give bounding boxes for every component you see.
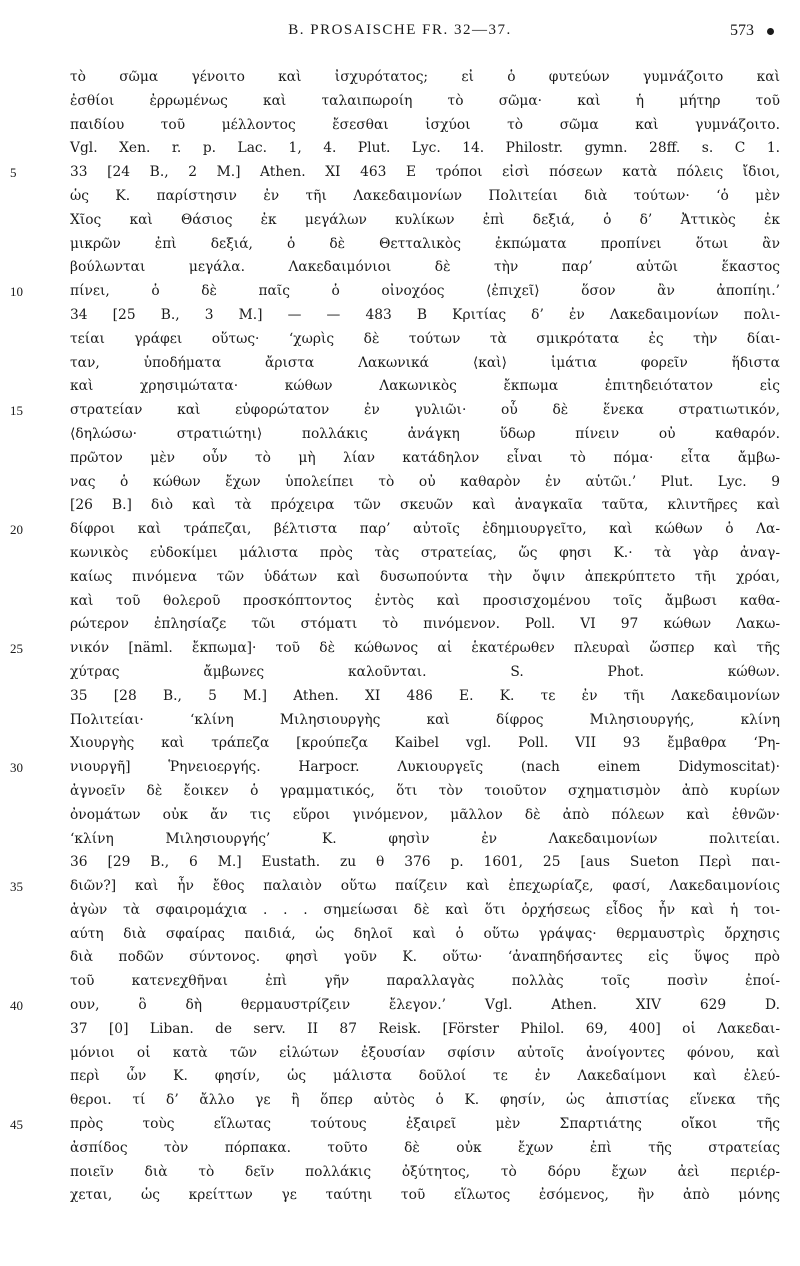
text-line [70, 209, 780, 233]
text-line [70, 233, 780, 257]
text-line [70, 613, 780, 637]
line-text: [26 B.] διὸ καὶ τὰ πρόχειρα τῶν σκευῶν καὶ ἀναγκαῖα ταῦτα, κλιντῆρες καὶ [70, 497, 780, 514]
line-text: ‘κλίνη Μιλησιουργής’ K. φησὶν ἐν Λακεδαιμονίων πολιτείαι. [70, 830, 780, 847]
running-title: B. PROSAISCHE FR. 32—37. [288, 22, 512, 38]
line-text: βούλωνται μεγάλα. Λακεδαιμόνιοι δὲ τὴν παρ’ αὑτῶι ἕκαστος [70, 259, 780, 276]
line-number: 35 [10, 879, 23, 895]
bullet-mark [767, 28, 774, 35]
page-number: 573 [730, 22, 754, 39]
line-text: κωνικὸς εὐδοκίμει μάλιστα πρὸς τὰς στρατείας, ὥς φησι K.· τὰ γὰρ ἀναγ- [70, 544, 780, 561]
text-line [70, 1161, 780, 1185]
text-line [10, 518, 780, 542]
line-number: 20 [10, 522, 23, 538]
line-text: 33 [24 B., 2 M.] Athen. XI 463 E τρόποι εἰσὶ πόσεων κατὰ πόλεις ἴδιοι, [70, 164, 780, 181]
line-text: μόνιοι οἱ κατὰ τῶν εἱλώτων ἐξουσίαν σφίσιν αὐτοῖς ἀνοίγοντες φόνου, καὶ [70, 1044, 780, 1061]
line-text: θεροι. τί δ’ ἄλλο γε ἢ ὅπερ αὐτὸς ὁ K. φησίν, ὡς ἀπιστίας εἵνεκα τῆς [70, 1092, 780, 1109]
line-text: ἀγὼν τὰ σφαιρομάχια . . . σημείωσαι δὲ καὶ ὅτι ὀρχήσεως εἶδος ἦν καὶ ἡ τοι- [70, 901, 780, 918]
text-line [70, 1065, 780, 1089]
line-number: 40 [10, 998, 23, 1014]
line-text: 37 [0] Liban. de serv. II 87 Reisk. [Förster Philol. 69, 400] οἱ Λακεδαι- [70, 1020, 780, 1037]
text-line [70, 1042, 780, 1066]
line-text: καὶ χρησιμώτατα· κώθων Λακωνικὸς ἔκπωμα ἐπιτηδειότατον εἰς [70, 378, 780, 395]
line-number: 30 [10, 760, 23, 776]
text-line [70, 447, 780, 471]
line-text: Vgl. Xen. r. p. Lac. 1, 4. Plut. Lyc. 14. Philostr. gymn. 28ff. s. C 1. [70, 140, 780, 157]
line-text: χύτρας ἄμβωνες καλοῦνται. S. Phot. κώθων. [70, 663, 780, 680]
line-number: 5 [10, 165, 17, 181]
line-text: ἀσπίδος τὸν πόρπακα. τοῦτο δὲ οὐκ ἔχων ἐπὶ τῆς στρατείας [70, 1139, 780, 1156]
line-text: πίνει, ὁ δὲ παῖς ὁ οἰνοχόος ⟨ἐπιχεῖ⟩ ὅσον ἂν ἀποπίηι.’ [70, 283, 780, 300]
text-line [70, 1184, 780, 1208]
line-text: μικρῶν ἐπὶ δεξιά, ὁ δὲ Θετταλικὸς ἐκπώματα προπίνει ὅτωι ἂν [70, 235, 780, 252]
text-line [10, 280, 780, 304]
text-line [70, 923, 780, 947]
line-number: 15 [10, 403, 23, 419]
body-text [10, 66, 780, 1208]
line-text: καὶ τοῦ θολεροῦ προσκόπτοντος ἐντὸς καὶ προσισχομένου τοῖς ἄμβωσι καθα- [70, 592, 780, 609]
text-line [70, 328, 780, 352]
line-text: περὶ ὧν K. φησίν, ὡς μάλιστα δοῦλοί τε ἐν Λακεδαίμονι καὶ ἐλεύ- [70, 1068, 780, 1085]
text-line [70, 1137, 780, 1161]
line-number: 25 [10, 641, 23, 657]
text-line [70, 899, 780, 923]
text-line [70, 494, 780, 518]
text-line [70, 137, 780, 161]
line-text: ποιεῖν διὰ τὸ δεῖν πολλάκις ὀξύτητος, τὸ δόρυ ἔχων ἀεὶ περιέρ- [70, 1163, 780, 1180]
line-number: 10 [10, 284, 23, 300]
text-line [70, 1089, 780, 1113]
line-text: ἐσθίοι ἐρρωμένως καὶ ταλαιπωροίη τὸ σῶμα· καὶ ἡ μήτηρ τοῦ [70, 92, 780, 109]
text-line [10, 1113, 780, 1137]
line-text: ⟨δηλώσω· στρατιώτηι⟩ πολλάκις ἀνάγκη ὕδωρ πίνειν οὐ καθαρόν. [70, 425, 780, 442]
page-header [0, 0, 800, 60]
text-line [70, 1018, 780, 1042]
text-line [70, 804, 780, 828]
text-line [70, 685, 780, 709]
line-text: τοῦ κατενεχθῆναι ἐπὶ γῆν παραλλαγὰς πολλὰς τοῖς ποσὶν ἐποί- [70, 973, 780, 990]
text-line [10, 161, 780, 185]
text-line [70, 970, 780, 994]
line-text: ὀνομάτων οὐκ ἄν τις εὕροι γινόμενον, μᾶλλον δὲ ἀπὸ πόλεων καὶ ἐθνῶν· [70, 806, 780, 823]
line-text: ρώτερον ἐπλησίαζε τῶι στόματι τὸ πινόμενον. Poll. VI 97 κώθων Λακω- [70, 616, 780, 633]
line-text: πρῶτον μὲν οὖν τὸ μὴ λίαν κατάδηλον εἶναι τὸ πόμα· εἶτα ἄμβω- [70, 449, 780, 466]
text-line [70, 566, 780, 590]
text-line [70, 471, 780, 495]
line-text: πρὸς τοὺς εἵλωτας τούτους ἐξαιρεῖ μὲν Σπαρτιάτης οἴκοι τῆς [70, 1116, 780, 1133]
line-text: ταν, ὑποδήματα ἄριστα Λακωνικά ⟨καὶ⟩ ἱμάτια φορεῖν ἥδιστα [70, 354, 780, 371]
text-line [70, 114, 780, 138]
line-number: 45 [10, 1117, 23, 1133]
line-text: διὰ ποδῶν σύντονος. φησὶ γοῦν K. οὕτω· ‘ἀναπηδήσαντες εἰς ὕψος πρὸ [70, 949, 780, 966]
line-text: χεται, ὡς κρείττων γε ταύτηι τοῦ εἵλωτος ἐσόμενος, ἢν ἀπὸ μόνης [70, 1187, 780, 1204]
text-line [70, 590, 780, 614]
line-text: τὸ σῶμα γένοιτο καὶ ἰσχυρότατος; εἰ ὁ φυτεύων γυμνάζοιτο καὶ [70, 69, 780, 85]
text-line [70, 542, 780, 566]
text-line [70, 661, 780, 685]
text-line [70, 851, 780, 875]
text-line [70, 375, 780, 399]
line-text: ἀγνοεῖν δὲ ἔοικεν ὁ γραμματικός, ὅτι τὸν τοιοῦτον σχηματισμὸν ἀπὸ κυρίων [70, 782, 780, 799]
line-text: 34 [25 B., 3 M.] — — 483 B Κριτίας δ’ ἐν Λακεδαιμονίων πολι- [70, 306, 780, 323]
text-line [10, 875, 780, 899]
text-line [70, 780, 780, 804]
line-text: τείαι γράφει οὕτως· ‘χωρὶς δὲ τούτων τὰ σμικρότατα ἐς τὴν δίαι- [70, 330, 780, 347]
line-text: νας ὁ κώθων ἔχων ὑπολείπει τὸ οὐ καθαρὸν ἐν αὑτῶι.’ Plut. Lyc. 9 [70, 473, 780, 490]
text-line [70, 304, 780, 328]
line-text: καίως πινόμενα τῶν ὑδάτων καὶ δυσωπούντα τὴν ὄψιν ἀπεκρύπτετο τῆι χρόαι, [70, 568, 780, 585]
line-text: δίφροι καὶ τράπεζαι, βέλτιστα παρ’ αὐτοῖς ἐδημιουργεῖτο, καὶ κώθων ὁ Λα- [70, 521, 780, 538]
line-text: Χιουργὴς καὶ τράπεζα [κρούπεζα Kaibel vgl. Poll. VII 93 ἔμβαθρα ‘Ρη- [70, 735, 780, 752]
text-line [10, 637, 780, 661]
text-line [10, 399, 780, 423]
line-text: ουν, ὃ δὴ θερμαυστρίζειν ἔλεγον.’ Vgl. Athen. XIV 629 D. [70, 997, 780, 1014]
line-text: διῶν?] καὶ ἦν ἔθος παλαιὸν οὕτω παίζειν καὶ ἐπεχωρίαζε, φασί, Λακεδαιμονίοις [70, 878, 780, 895]
text-line [70, 90, 780, 114]
line-text: Χῖος καὶ Θάσιος ἐκ μεγάλων κυλίκων ἐπὶ δεξιά, ὁ δ’ Ἀττικὸς ἐκ [70, 211, 780, 228]
text-line [70, 185, 780, 209]
line-text: αύτη διὰ σφαίρας παιδιά, ὡς δηλοῖ καὶ ὁ οὕτω γράψας· θερμαυστρὶς ὄρχησις [70, 925, 780, 942]
text-line [70, 256, 780, 280]
text-line [10, 756, 780, 780]
text-line [70, 423, 780, 447]
text-line [70, 66, 780, 90]
text-line [70, 828, 780, 852]
line-text: παιδίου τοῦ μέλλοντος ἔσεσθαι ἰσχύοι τὸ σῶμα καὶ γυμνάζοιτο. [70, 116, 780, 133]
line-text: ὡς K. παρίστησιν ἐν τῆι Λακεδαιμονίων Πολιτείαι διὰ τούτων· ‘ὁ μὲν [70, 187, 780, 204]
text-line [10, 994, 780, 1018]
line-text: νικόν [näml. ἔκπωμα]· τοῦ δὲ κώθωνος αἱ ἑκατέρωθεν πλευραὶ ὥσπερ καὶ τῆς [70, 640, 780, 657]
text-line [70, 709, 780, 733]
text-line [70, 732, 780, 756]
text-line [70, 352, 780, 376]
text-line [70, 946, 780, 970]
line-text: 36 [29 B., 6 M.] Eustath. zu θ 376 p. 1601, 25 [aus Sueton Περὶ παι- [70, 854, 780, 871]
line-text: στρατείαν καὶ εὐφορώτατον ἐν γυλιῶι· οὗ δὲ ἕνεκα στρατιωτικόν, [70, 402, 780, 419]
line-text: νιουργῆ] Ῥηνειοεργής. Harpocr. Λυκιουργεῖς (nach einem Didymoscitat)· [70, 759, 780, 776]
line-text: 35 [28 B., 5 M.] Athen. XI 486 E. K. τε ἐν τῆι Λακεδαιμονίων [70, 687, 780, 704]
line-text: Πολιτείαι· ‘κλίνη Μιλησιουργὴς καὶ δίφρος Μιλησιουργής, κλίνη [70, 711, 780, 728]
